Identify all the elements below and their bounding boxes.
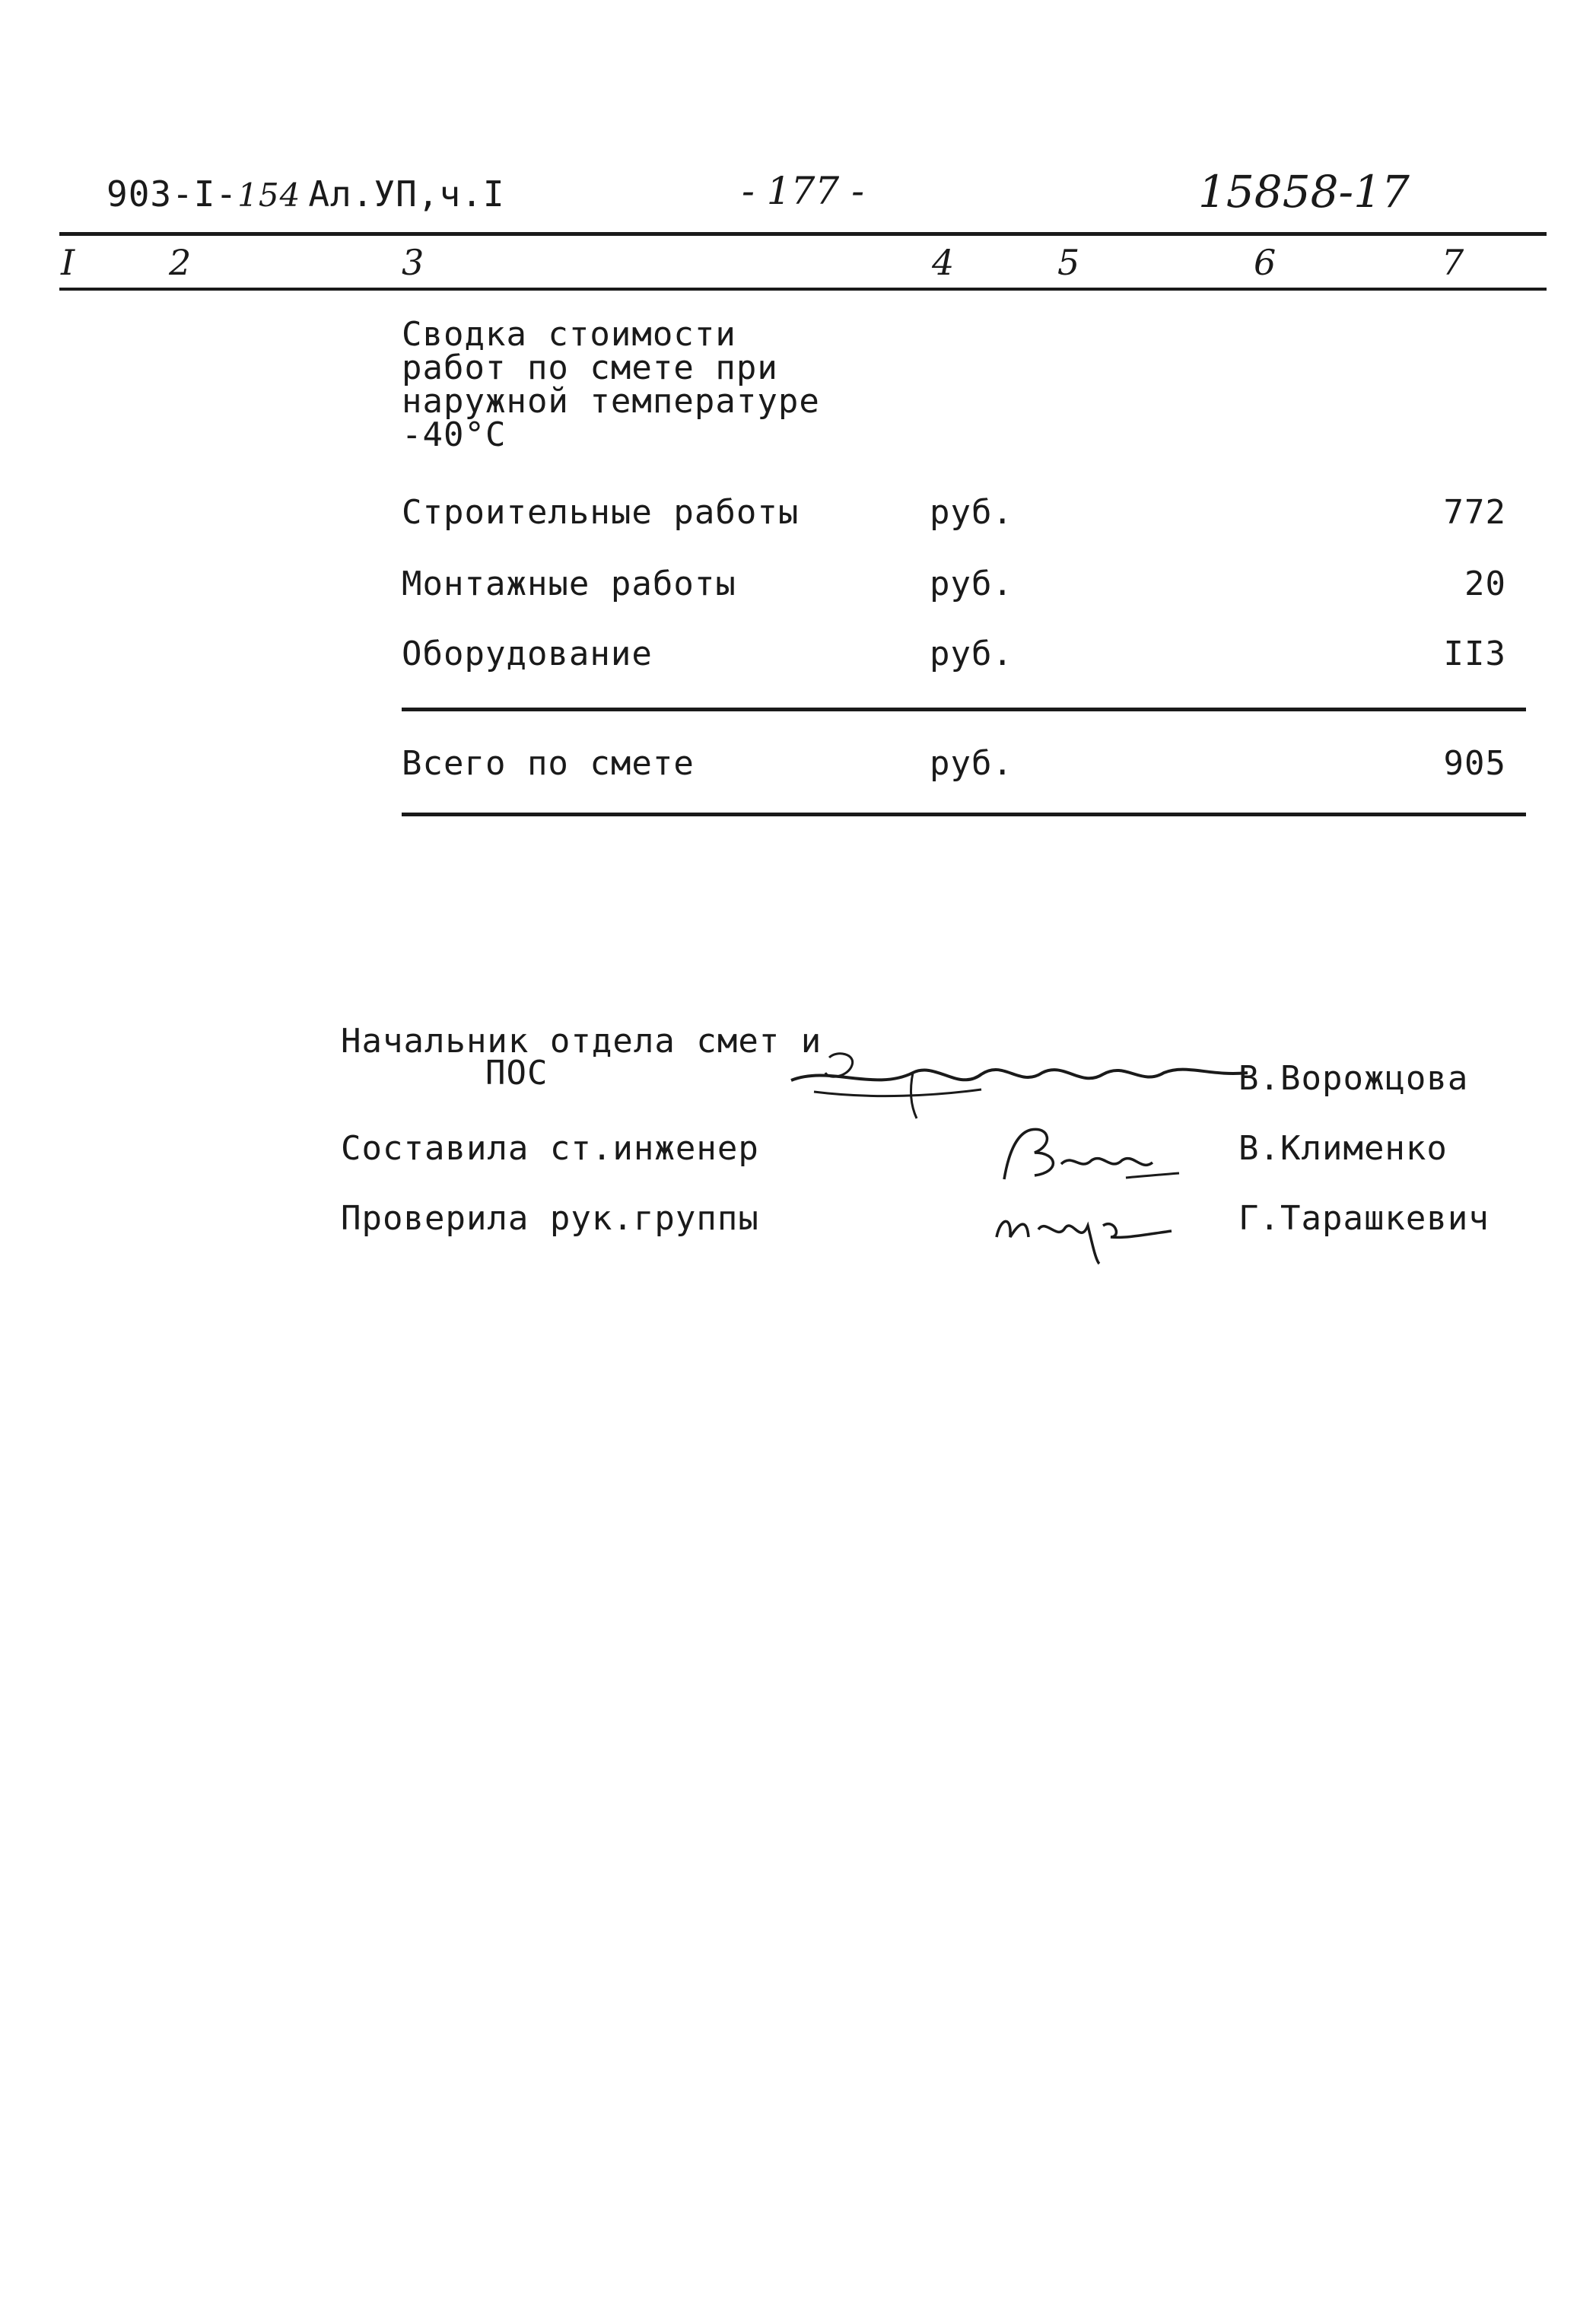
summary-title [402, 315, 820, 454]
signature-role-line: ПОС [485, 1054, 548, 1093]
page-number: - 177 - [742, 169, 865, 213]
document-code-suffix: Ал.УП,ч.I [308, 173, 505, 215]
signature-name-3: Г.Тарашкевич [1238, 1199, 1489, 1238]
column-number-1: I [61, 242, 75, 283]
total-top-rule [402, 708, 1526, 711]
row-unit-construction: руб. [930, 493, 1013, 532]
signature-role-3: Проверила рук.группы [341, 1199, 759, 1238]
signature-role-1 [341, 1022, 822, 1093]
row-unit-equipment: руб. [930, 635, 1013, 673]
handwritten-signature-2 [989, 1111, 1187, 1194]
signature-name-2: В.Клименко [1238, 1129, 1448, 1168]
row-name-equipment: Оборудование [402, 635, 653, 673]
row-value-construction: 772 [1443, 493, 1506, 532]
document-code [107, 173, 505, 215]
signature-name-1: В.Ворожцова [1238, 1059, 1469, 1098]
handwritten-signature-3 [981, 1184, 1179, 1268]
row-value-equipment: II3 [1443, 635, 1506, 673]
summary-title-line: работ по смете при [402, 348, 778, 387]
total-value: 905 [1443, 744, 1506, 783]
column-number-4: 4 [932, 242, 955, 283]
document-code-handwritten: 154 [237, 177, 301, 214]
sheet-code: 15858-17 [1198, 166, 1410, 218]
column-number-5: 5 [1057, 242, 1080, 283]
column-number-6: 6 [1254, 242, 1276, 283]
column-number-2: 2 [169, 242, 192, 283]
row-name-installation: Монтажные работы [402, 565, 736, 603]
row-unit-installation: руб. [930, 565, 1013, 603]
row-name-construction: Строительные работы [402, 493, 800, 532]
summary-title-line: -40°C [402, 415, 507, 454]
total-bottom-rule [402, 813, 1526, 816]
header-top-rule [59, 232, 1547, 236]
signature-role-2: Составила ст.инженер [341, 1129, 759, 1168]
summary-title-line: наружной температуре [402, 382, 820, 421]
document-code-prefix: 903-I- [107, 173, 238, 215]
header-bottom-rule [59, 288, 1547, 291]
row-value-installation: 20 [1464, 565, 1506, 603]
column-number-7: 7 [1442, 242, 1464, 283]
signature-role-line: Начальник отдела смет и [341, 1022, 822, 1061]
column-number-3: 3 [402, 242, 424, 283]
handwritten-signature-1 [784, 1019, 1255, 1126]
summary-title-line: Сводка стоимости [402, 315, 736, 354]
total-name: Всего по смете [402, 744, 695, 783]
total-unit: руб. [930, 744, 1013, 783]
